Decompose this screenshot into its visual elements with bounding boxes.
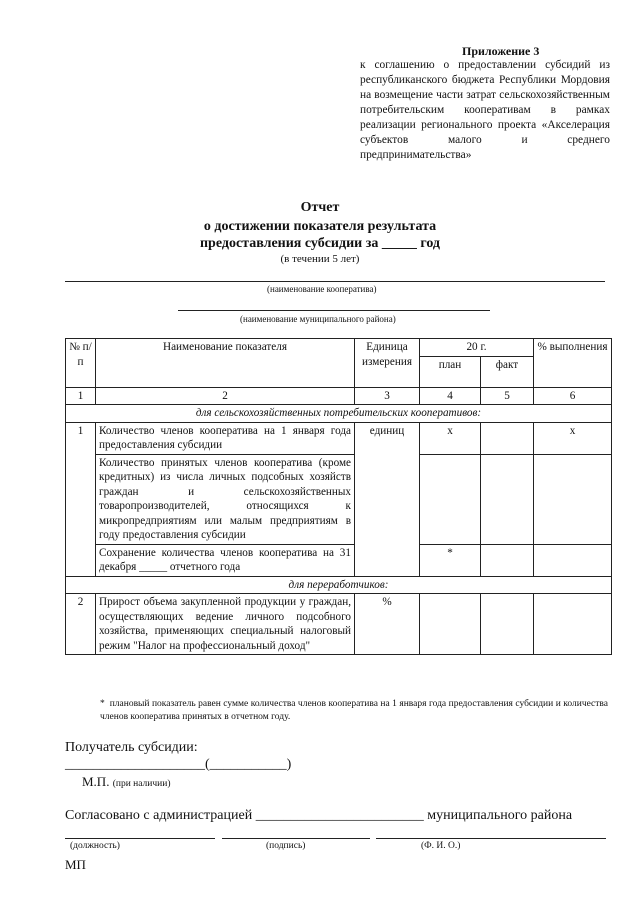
mp-final: МП bbox=[65, 857, 86, 872]
header-year: 20 г. bbox=[420, 339, 534, 357]
table-row bbox=[66, 594, 612, 655]
report-subtitle-2: предоставления субсидии за _____ год bbox=[199, 236, 441, 251]
col-number: 1 bbox=[66, 387, 96, 405]
fio-line[interactable] bbox=[376, 838, 606, 839]
cooperative-caption: (наименование кооператива) bbox=[267, 284, 377, 294]
agreed-line bbox=[65, 808, 572, 824]
percent-cell[interactable] bbox=[534, 594, 612, 655]
footnote bbox=[100, 698, 608, 724]
footnote-text: плановый показатель равен сумме количества членов кооператива на 1 января года предоставления субсидии и количества членов кооператива принятых в отчетном году. bbox=[100, 699, 608, 722]
fact-cell[interactable] bbox=[481, 594, 534, 655]
footnote-mark: * bbox=[100, 699, 105, 709]
plan-cell: * bbox=[420, 544, 481, 576]
section-header-row bbox=[66, 576, 612, 594]
mp-label: М.П. bbox=[82, 774, 110, 789]
indicator-purchase-growth: Прирост объема закупленной продукции у граждан, осуществляющих ведение личного подсобного хозяйства, применяющих специальный налоговый режим "Налог на профессиональный доход" bbox=[96, 594, 355, 655]
fact-cell[interactable] bbox=[481, 422, 534, 454]
recipient-signature-line[interactable]: ____________________(___________) bbox=[65, 757, 292, 772]
position-caption: (должность) bbox=[70, 841, 120, 851]
header-unit: Единица измерения bbox=[355, 339, 420, 388]
percent-cell[interactable] bbox=[534, 544, 612, 576]
col-number: 4 bbox=[420, 387, 481, 405]
recipient-label: Получатель субсидии: bbox=[65, 740, 198, 755]
appendix-text: к соглашению о предоставлении субсидий из республиканского бюджета Республики Мордовия на возмещение части затрат сельскохозяйственным потребительским кооперативам в рамках реализации регионального проекта «Акселерация субъектов малого и среднего предпринимательства» bbox=[360, 59, 610, 161]
indicator-members-dec31: Сохранение количества членов кооператива на 31 декабря _____ отчетного года bbox=[96, 544, 355, 576]
fio-caption: (Ф. И. О.) bbox=[421, 841, 461, 851]
header-plan: план bbox=[420, 356, 481, 387]
column-numbers-row bbox=[66, 387, 612, 405]
position-line[interactable] bbox=[65, 838, 215, 839]
cooperative-name-line[interactable] bbox=[65, 281, 605, 282]
header-fact: факт bbox=[481, 356, 534, 387]
percent-cell[interactable] bbox=[534, 454, 612, 544]
plan-cell: х bbox=[420, 422, 481, 454]
plan-cell[interactable] bbox=[420, 454, 481, 544]
col-number: 5 bbox=[481, 387, 534, 405]
plan-cell[interactable] bbox=[420, 594, 481, 655]
district-name-line[interactable] bbox=[178, 310, 490, 311]
administration-name-blank[interactable]: ________________________ bbox=[255, 808, 424, 823]
agreed-prefix: Согласовано с администрацией bbox=[65, 808, 253, 823]
fact-cell[interactable] bbox=[481, 454, 534, 544]
mp-note: (при наличии) bbox=[112, 779, 171, 789]
percent-cell: х bbox=[534, 422, 612, 454]
section-cooperatives: для сельскохозяйственных потребительских кооперативов: bbox=[66, 405, 612, 423]
indicator-unit: % bbox=[355, 594, 420, 655]
row-num: 2 bbox=[66, 594, 96, 655]
fact-cell[interactable] bbox=[481, 544, 534, 576]
district-caption: (наименование муниципального района) bbox=[240, 314, 396, 324]
col-number: 6 bbox=[534, 387, 612, 405]
table-row bbox=[66, 454, 612, 544]
indicator-accepted-members: Количество принятых членов кооператива (кроме кредитных) из числа личных подсобных хозяйств граждан и сельскохозяйственных товаропроизводителей, относящихся к микропредприятиям или малым предприятиям в году предоставления субсидии bbox=[96, 454, 355, 544]
sign-line[interactable] bbox=[222, 838, 370, 839]
report-title: Отчет bbox=[300, 200, 340, 215]
indicator-members-jan1: Количество членов кооператива на 1 января года предоставления субсидии bbox=[96, 422, 355, 454]
appendix-title: Приложение 3 bbox=[462, 44, 540, 58]
indicators-table bbox=[65, 338, 612, 655]
agreed-suffix: муниципального района bbox=[427, 808, 573, 823]
stamp-place bbox=[82, 774, 170, 790]
header-name: Наименование показателя bbox=[96, 339, 355, 388]
header-percent: % выполнения bbox=[534, 339, 612, 388]
table-header-row bbox=[66, 339, 612, 357]
section-processors: для переработчиков: bbox=[66, 576, 612, 594]
col-number: 3 bbox=[355, 387, 420, 405]
report-subtitle-1: о достижении показателя результата bbox=[203, 219, 437, 234]
report-period: (в течении 5 лет) bbox=[280, 253, 360, 265]
header-num: № п/п bbox=[66, 339, 96, 388]
table-row bbox=[66, 544, 612, 576]
section-header-row bbox=[66, 405, 612, 423]
row-num: 1 bbox=[66, 422, 96, 576]
table-row bbox=[66, 422, 612, 454]
indicator-unit: единиц bbox=[355, 422, 420, 576]
col-number: 2 bbox=[96, 387, 355, 405]
sign-caption: (подпись) bbox=[266, 841, 306, 851]
